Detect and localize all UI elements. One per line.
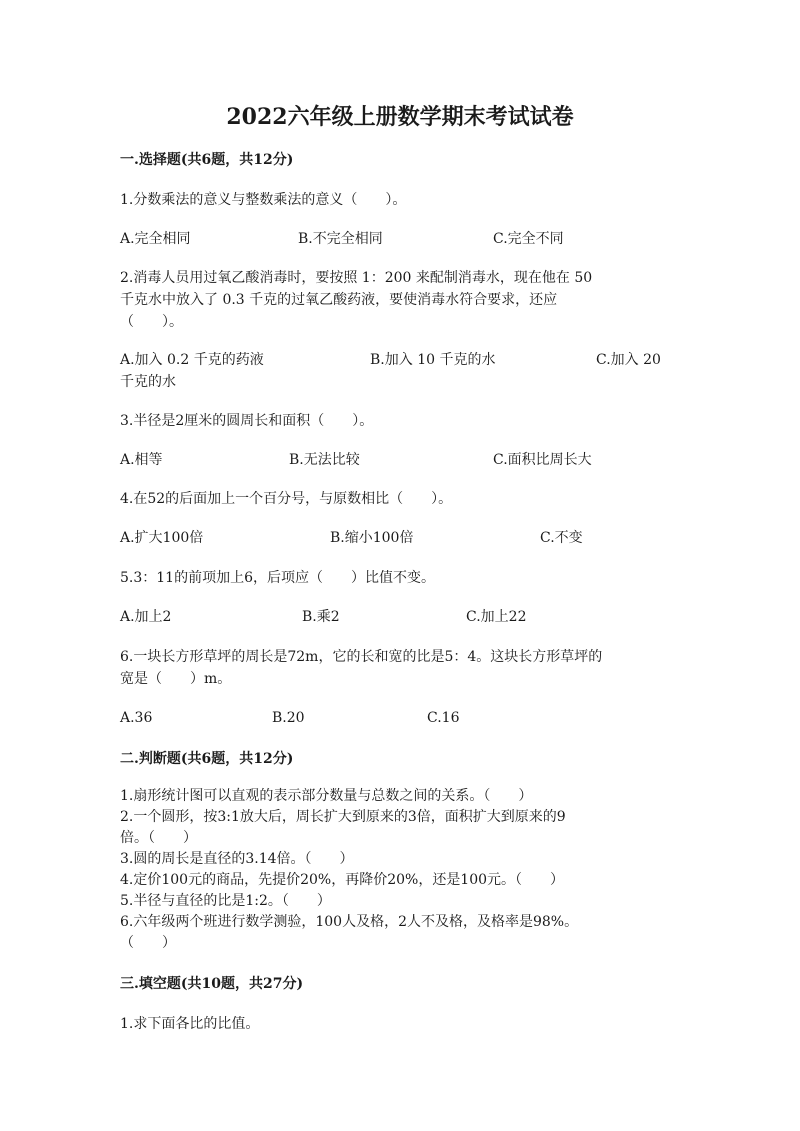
question-3-stem: 3.半径是2厘米的圆周长和面积（ ）。 [120, 413, 374, 429]
question-2-option-c: C.加入 20 [596, 352, 661, 368]
question-3-option-c: C.面积比周长大 [493, 452, 592, 468]
question-6-stem-line-2: 宽是（ ）m。 [120, 671, 232, 687]
question-4-stem: 4.在52的后面加上一个百分号，与原数相比（ ）。 [120, 491, 453, 507]
question-1-stem: 1.分数乘法的意义与整数乘法的意义（ ）。 [120, 192, 407, 208]
question-6-option-b: B.20 [272, 710, 305, 726]
question-5-option-c: C.加上22 [466, 609, 527, 625]
question-4-option-b: B.缩小100倍 [330, 530, 414, 546]
question-4-option-c: C.不变 [540, 530, 583, 546]
question-2-option-b: B.加入 10 千克的水 [370, 352, 496, 368]
page-title: 2022六年级上册数学期末考试试卷 [226, 104, 574, 130]
question-2-option-c-wrap: 千克的水 [120, 374, 176, 390]
judgement-line-7: 6.六年级两个班进行数学测验，100人及格，2人不及格，及格率是98%。 [120, 914, 579, 930]
judgement-line-2: 2.一个圆形，按3:1放大后，周长扩大到原来的3倍，面积扩大到原来的9 [120, 809, 566, 825]
section-heading-fill: 三.填空题(共10题，共27分) [120, 976, 304, 992]
question-5-option-a: A.加上2 [120, 609, 172, 625]
question-3-option-b: B.无法比较 [289, 452, 360, 468]
question-1-option-c: C.完全不同 [493, 231, 564, 247]
question-6-stem-line-1: 6.一块长方形草坪的周长是72m，它的长和宽的比是5：4。这块长方形草坪的 [120, 649, 603, 665]
judgement-line-1: 1.扇形统计图可以直观的表示部分数量与总数之间的关系。（ ） [120, 788, 533, 804]
question-3-option-a: A.相等 [120, 452, 163, 468]
judgement-line-6: 5.半径与直径的比是1:2。（ ） [120, 893, 331, 909]
question-1-option-b: B.不完全相同 [298, 231, 383, 247]
question-5-option-b: B.乘2 [302, 609, 340, 625]
question-2-stem-line-3: （ ）。 [120, 314, 183, 330]
section-heading-choice: 一.选择题(共6题，共12分) [120, 152, 294, 168]
section-heading-judgement: 二.判断题(共6题，共12分) [120, 751, 294, 767]
question-2-option-a: A.加入 0.2 千克的药液 [120, 352, 264, 368]
judgement-line-3: 倍。（ ） [120, 830, 197, 846]
question-2-stem-line-2: 千克水中放入了 0.3 千克的过氧乙酸药液，要使消毒水符合要求，还应 [120, 292, 558, 308]
question-5-stem: 5.3：11的前项加上6，后项应（ ）比值不变。 [120, 570, 435, 586]
judgement-line-4: 3.圆的周长是直径的3.14倍。（ ） [120, 851, 354, 867]
question-6-option-c: C.16 [427, 710, 460, 726]
question-6-option-a: A.36 [120, 710, 153, 726]
judgement-line-8: （ ） [120, 935, 176, 951]
judgement-line-5: 4.定价100元的商品，先提价20%，再降价20%，还是100元。（ ） [120, 872, 565, 888]
question-2-stem-line-1: 2.消毒人员用过氧乙酸消毒时，要按照 1：200 来配制消毒水，现在他在 50 [120, 270, 593, 286]
fill-question-1: 1.求下面各比的比值。 [120, 1016, 260, 1032]
question-4-option-a: A.扩大100倍 [120, 530, 204, 546]
question-1-option-a: A.完全相同 [120, 231, 191, 247]
